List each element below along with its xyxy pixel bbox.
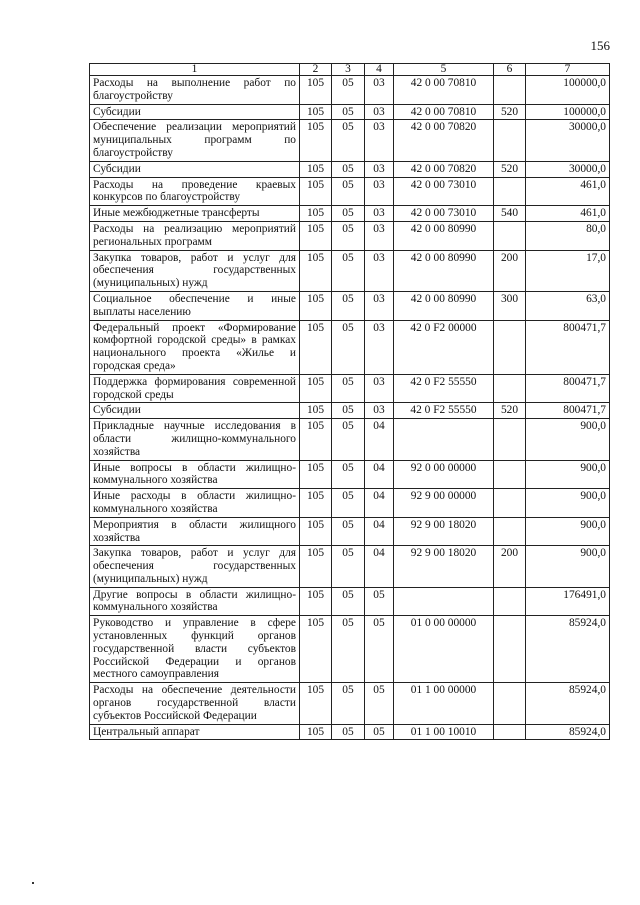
- expense-type-cell: 520: [494, 403, 526, 419]
- subsection-code-cell: 04: [365, 546, 394, 587]
- department-code-cell: 105: [300, 683, 332, 724]
- section-code-cell: 05: [332, 489, 365, 518]
- expense-name-cell: Иные вопросы в области жилищно-коммунального хозяйства: [90, 460, 300, 489]
- section-code-cell: 05: [332, 104, 365, 120]
- table-row: [90, 616, 610, 683]
- expense-type-cell: [494, 76, 526, 105]
- table-row: [90, 206, 610, 222]
- target-article-cell: 42 0 00 70810: [394, 76, 494, 105]
- target-article-cell: 01 1 00 00000: [394, 683, 494, 724]
- section-code-cell: 05: [332, 546, 365, 587]
- expense-type-cell: [494, 489, 526, 518]
- department-code-cell: 105: [300, 161, 332, 177]
- subsection-code-cell: 03: [365, 177, 394, 206]
- section-code-cell: 05: [332, 403, 365, 419]
- expense-name-cell: Закупка товаров, работ и услуг для обеспечения государственных (муниципальных) нужд: [90, 250, 300, 291]
- target-article-cell: 42 0 00 80990: [394, 291, 494, 320]
- header-cell: 1: [90, 64, 300, 76]
- amount-cell: 176491,0: [526, 587, 610, 616]
- department-code-cell: 105: [300, 250, 332, 291]
- expense-name-cell: Мероприятия в области жилищного хозяйства: [90, 517, 300, 546]
- target-article-cell: 92 9 00 00000: [394, 489, 494, 518]
- department-code-cell: 105: [300, 374, 332, 403]
- expense-type-cell: [494, 616, 526, 683]
- amount-cell: 900,0: [526, 546, 610, 587]
- expense-type-cell: 540: [494, 206, 526, 222]
- expense-name-cell: Другие вопросы в области жилищно-коммунального хозяйства: [90, 587, 300, 616]
- amount-cell: 800471,7: [526, 374, 610, 403]
- header-cell: 5: [394, 64, 494, 76]
- expense-type-cell: [494, 177, 526, 206]
- section-code-cell: 05: [332, 221, 365, 250]
- expense-name-cell: Субсидии: [90, 161, 300, 177]
- department-code-cell: 105: [300, 76, 332, 105]
- amount-cell: 900,0: [526, 517, 610, 546]
- department-code-cell: 105: [300, 460, 332, 489]
- expense-name-cell: Расходы на обеспечение деятельности органов государственной власти субъектов Российской Федерации: [90, 683, 300, 724]
- subsection-code-cell: 05: [365, 587, 394, 616]
- table-row: [90, 177, 610, 206]
- department-code-cell: 105: [300, 724, 332, 740]
- department-code-cell: 105: [300, 403, 332, 419]
- expense-type-cell: [494, 374, 526, 403]
- expense-name-cell: Иные межбюджетные трансферты: [90, 206, 300, 222]
- section-code-cell: 05: [332, 76, 365, 105]
- expense-name-cell: Расходы на выполнение работ по благоустройству: [90, 76, 300, 105]
- department-code-cell: 105: [300, 546, 332, 587]
- amount-cell: 900,0: [526, 419, 610, 460]
- expense-name-cell: Расходы на проведение краевых конкурсов по благоустройству: [90, 177, 300, 206]
- amount-cell: 900,0: [526, 489, 610, 518]
- expense-type-cell: [494, 221, 526, 250]
- section-code-cell: 05: [332, 724, 365, 740]
- target-article-cell: 42 0 00 80990: [394, 221, 494, 250]
- target-article-cell: 42 0 00 73010: [394, 206, 494, 222]
- expense-type-cell: 200: [494, 546, 526, 587]
- target-article-cell: 01 0 00 00000: [394, 616, 494, 683]
- subsection-code-cell: 05: [365, 724, 394, 740]
- section-code-cell: 05: [332, 374, 365, 403]
- amount-cell: 900,0: [526, 460, 610, 489]
- subsection-code-cell: 03: [365, 221, 394, 250]
- target-article-cell: 42 0 00 80990: [394, 250, 494, 291]
- expense-type-cell: [494, 724, 526, 740]
- subsection-code-cell: 04: [365, 489, 394, 518]
- section-code-cell: 05: [332, 206, 365, 222]
- header-cell: 2: [300, 64, 332, 76]
- section-code-cell: 05: [332, 587, 365, 616]
- department-code-cell: 105: [300, 419, 332, 460]
- expense-type-cell: [494, 460, 526, 489]
- subsection-code-cell: 03: [365, 161, 394, 177]
- target-article-cell: 42 0 F2 55550: [394, 403, 494, 419]
- subsection-code-cell: 05: [365, 616, 394, 683]
- table-row: [90, 724, 610, 740]
- table-row: [90, 374, 610, 403]
- department-code-cell: 105: [300, 616, 332, 683]
- amount-cell: 80,0: [526, 221, 610, 250]
- table-row: [90, 546, 610, 587]
- department-code-cell: 105: [300, 489, 332, 518]
- table-row: [90, 517, 610, 546]
- expense-name-cell: Субсидии: [90, 104, 300, 120]
- header-cell: 6: [494, 64, 526, 76]
- budget-table: [89, 63, 610, 740]
- expense-name-cell: Прикладные научные исследования в области жилищно-коммунального хозяйства: [90, 419, 300, 460]
- expense-name-cell: Социальное обеспечение и иные выплаты населению: [90, 291, 300, 320]
- department-code-cell: 105: [300, 221, 332, 250]
- expense-name-cell: Расходы на реализацию мероприятий региональных программ: [90, 221, 300, 250]
- subsection-code-cell: 03: [365, 104, 394, 120]
- table-row: [90, 161, 610, 177]
- subsection-code-cell: 03: [365, 206, 394, 222]
- section-code-cell: 05: [332, 460, 365, 489]
- target-article-cell: 01 1 00 10010: [394, 724, 494, 740]
- table-row: [90, 120, 610, 161]
- target-article-cell: 42 0 00 70820: [394, 120, 494, 161]
- expense-name-cell: Центральный аппарат: [90, 724, 300, 740]
- page-number: 156: [590, 38, 610, 53]
- department-code-cell: 105: [300, 320, 332, 374]
- subsection-code-cell: 03: [365, 76, 394, 105]
- amount-cell: 100000,0: [526, 104, 610, 120]
- table-row: [90, 683, 610, 724]
- subsection-code-cell: 04: [365, 517, 394, 546]
- target-article-cell: [394, 587, 494, 616]
- target-article-cell: 42 0 00 73010: [394, 177, 494, 206]
- target-article-cell: 42 0 F2 00000: [394, 320, 494, 374]
- amount-cell: 800471,7: [526, 320, 610, 374]
- expense-name-cell: Поддержка формирования современной городской среды: [90, 374, 300, 403]
- expense-type-cell: 300: [494, 291, 526, 320]
- table-row: [90, 489, 610, 518]
- subsection-code-cell: 03: [365, 291, 394, 320]
- amount-cell: 800471,7: [526, 403, 610, 419]
- header-cell: 4: [365, 64, 394, 76]
- table-row: [90, 587, 610, 616]
- table-row: [90, 250, 610, 291]
- amount-cell: 85924,0: [526, 683, 610, 724]
- section-code-cell: 05: [332, 683, 365, 724]
- table-row: [90, 104, 610, 120]
- table-row: [90, 291, 610, 320]
- target-article-cell: [394, 419, 494, 460]
- expense-type-cell: [494, 419, 526, 460]
- expense-name-cell: Руководство и управление в сфере установленных функций органов государственной власти субъектов Российской Федерации и органов местного самоуправления: [90, 616, 300, 683]
- expense-type-cell: [494, 517, 526, 546]
- expense-name-cell: Иные расходы в области жилищно-коммунального хозяйства: [90, 489, 300, 518]
- table-row: [90, 403, 610, 419]
- section-code-cell: 05: [332, 177, 365, 206]
- target-article-cell: 92 9 00 18020: [394, 546, 494, 587]
- amount-cell: 30000,0: [526, 161, 610, 177]
- section-code-cell: 05: [332, 320, 365, 374]
- department-code-cell: 105: [300, 120, 332, 161]
- expense-type-cell: [494, 587, 526, 616]
- department-code-cell: 105: [300, 206, 332, 222]
- target-article-cell: 42 0 00 70820: [394, 161, 494, 177]
- amount-cell: 17,0: [526, 250, 610, 291]
- department-code-cell: 105: [300, 587, 332, 616]
- section-code-cell: 05: [332, 419, 365, 460]
- expense-type-cell: 200: [494, 250, 526, 291]
- section-code-cell: 05: [332, 161, 365, 177]
- amount-cell: 63,0: [526, 291, 610, 320]
- expense-type-cell: 520: [494, 104, 526, 120]
- target-article-cell: 92 0 00 00000: [394, 460, 494, 489]
- amount-cell: 85924,0: [526, 724, 610, 740]
- subsection-code-cell: 03: [365, 374, 394, 403]
- expense-name-cell: Федеральный проект «Формирование комфортной городской среды» в рамках национального проекта «Жилье и городская среда»: [90, 320, 300, 374]
- table-row: [90, 320, 610, 374]
- department-code-cell: 105: [300, 104, 332, 120]
- subsection-code-cell: 05: [365, 683, 394, 724]
- target-article-cell: 42 0 00 70810: [394, 104, 494, 120]
- amount-cell: 461,0: [526, 177, 610, 206]
- header-row: [90, 64, 610, 76]
- subsection-code-cell: 03: [365, 320, 394, 374]
- expense-type-cell: 520: [494, 161, 526, 177]
- department-code-cell: 105: [300, 177, 332, 206]
- section-code-cell: 05: [332, 616, 365, 683]
- section-code-cell: 05: [332, 120, 365, 161]
- department-code-cell: 105: [300, 291, 332, 320]
- table-row: [90, 460, 610, 489]
- table-row: [90, 419, 610, 460]
- expense-name-cell: Закупка товаров, работ и услуг для обеспечения государственных (муниципальных) нужд: [90, 546, 300, 587]
- section-code-cell: 05: [332, 291, 365, 320]
- amount-cell: 461,0: [526, 206, 610, 222]
- amount-cell: 100000,0: [526, 76, 610, 105]
- target-article-cell: 92 9 00 18020: [394, 517, 494, 546]
- scan-speck: [32, 882, 34, 884]
- expense-type-cell: [494, 120, 526, 161]
- subsection-code-cell: 04: [365, 460, 394, 489]
- subsection-code-cell: 03: [365, 403, 394, 419]
- expense-name-cell: Обеспечение реализации мероприятий муниципальных программ по благоустройству: [90, 120, 300, 161]
- expense-name-cell: Субсидии: [90, 403, 300, 419]
- subsection-code-cell: 04: [365, 419, 394, 460]
- section-code-cell: 05: [332, 517, 365, 546]
- header-cell: 3: [332, 64, 365, 76]
- subsection-code-cell: 03: [365, 250, 394, 291]
- table-row: [90, 76, 610, 105]
- department-code-cell: 105: [300, 517, 332, 546]
- amount-cell: 30000,0: [526, 120, 610, 161]
- table-row: [90, 221, 610, 250]
- target-article-cell: 42 0 F2 55550: [394, 374, 494, 403]
- expense-type-cell: [494, 320, 526, 374]
- section-code-cell: 05: [332, 250, 365, 291]
- subsection-code-cell: 03: [365, 120, 394, 161]
- expense-type-cell: [494, 683, 526, 724]
- amount-cell: 85924,0: [526, 616, 610, 683]
- header-cell: 7: [526, 64, 610, 76]
